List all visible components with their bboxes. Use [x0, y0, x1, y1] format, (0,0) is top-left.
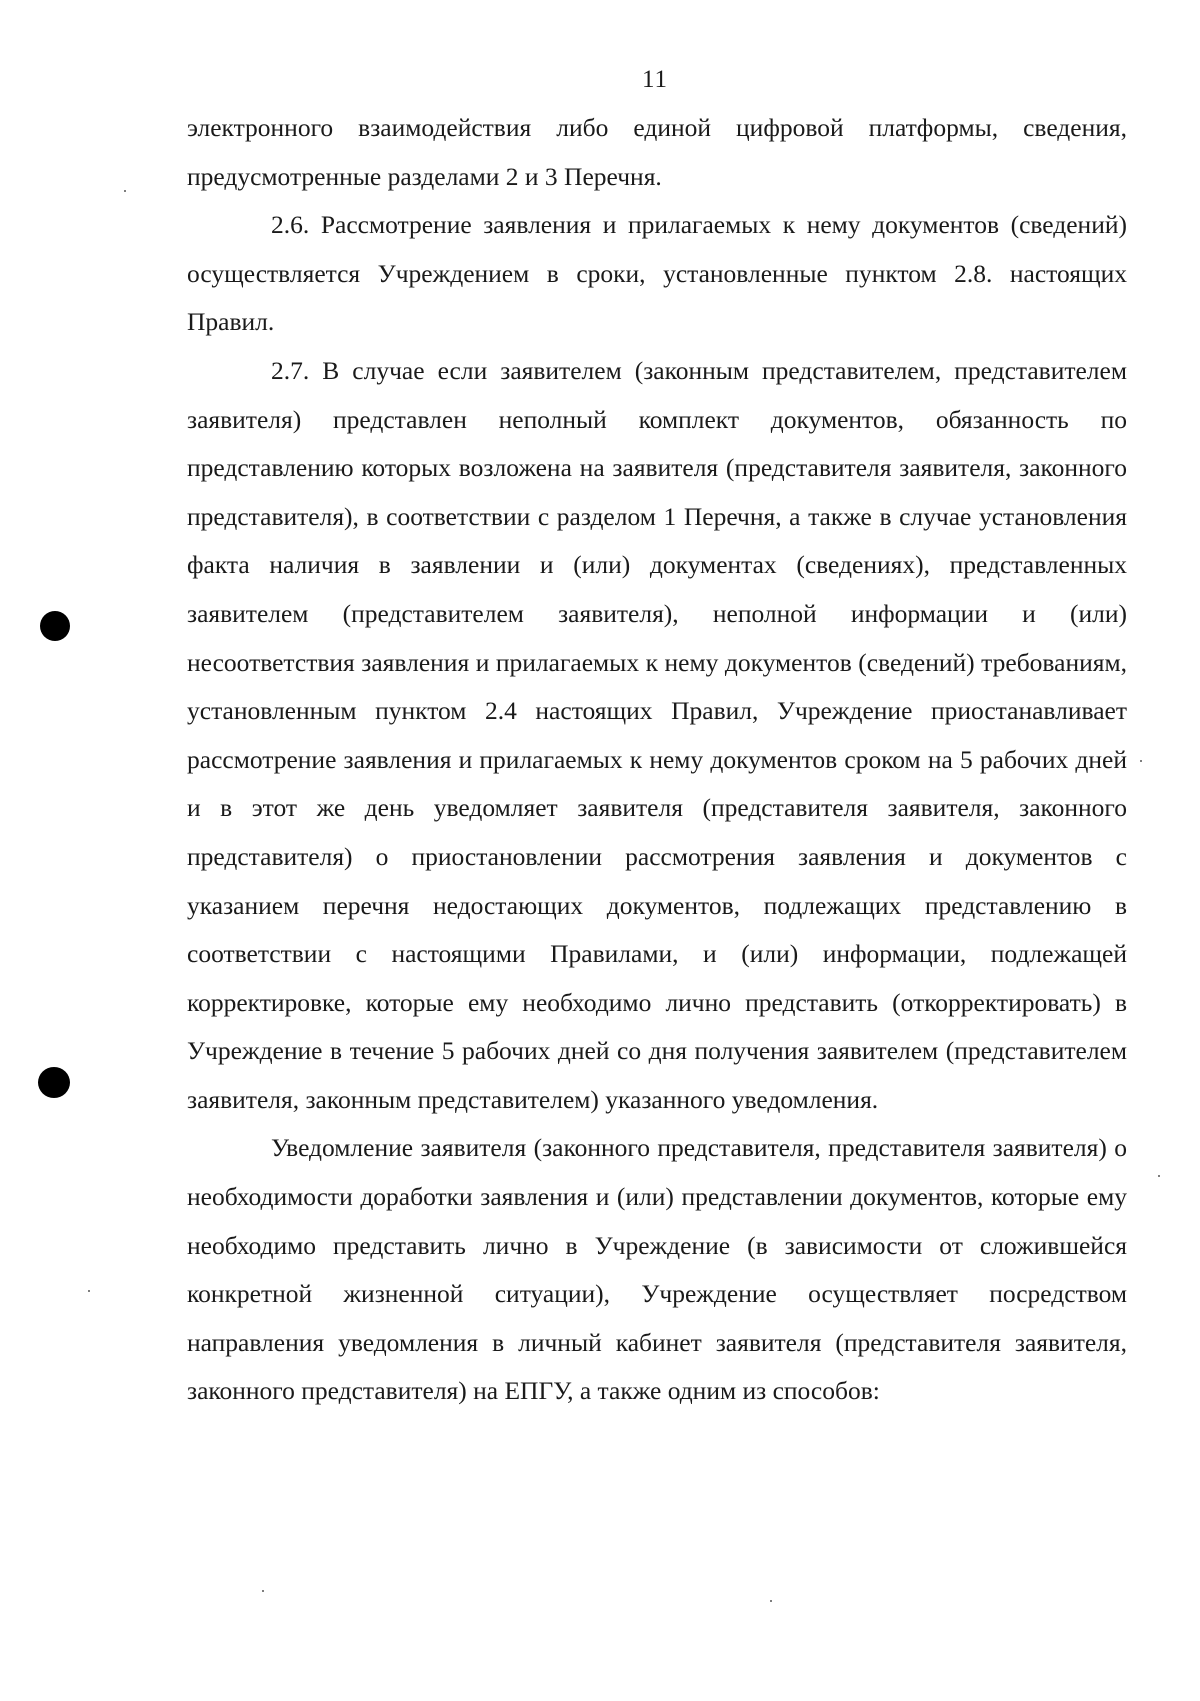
scan-speck — [124, 190, 126, 192]
punch-hole-top — [40, 611, 70, 641]
scan-speck — [770, 1600, 772, 1602]
paragraph-2-7: 2.7. В случае если заявителем (законным представителем, представителем заявителя) представлен неполный комплект документов, обязанность по представлению которых возложена на заявителя (представителя заявителя, законного представителя), в соответствии с разделом 1 Перечня, а также в случае установления факта наличия в заявлении и (или) документах (сведениях), представленных заявителем (представителем заявителя), неполной информации и (или) несоответствия заявления и прилагаемых к нему документов (сведений) требованиям, установленным пунктом 2.4 настоящих Правил, Учреждение приостанавливает рассмотрение заявления и прилагаемых к нему документов сроком на 5 рабочих дней и в этот же день уведомляет заявителя (представителя заявителя, законного представителя) о приостановлении рассмотрения заявления и документов с указанием перечня недостающих документов, подлежащих представлению в соответствии с настоящими Правилами, и (или) информации, подлежащей корректировке, которые ему необходимо лично представить (откорректировать) в Учреждение в течение 5 рабочих дней со дня получения заявителем (представителем заявителя, законным представителем) указанного уведомления. — [187, 355, 1127, 1114]
scan-speck — [88, 1290, 90, 1292]
page-number: 11 — [641, 66, 669, 93]
punch-hole-bottom — [38, 1067, 70, 1098]
scan-speck — [1140, 760, 1142, 762]
paragraph-continuation: электронного взаимодействия либо единой цифровой платформы, сведения, предусмотренные разделами 2 и 3 Перечня. — [187, 113, 1127, 191]
paragraph-2-6: 2.6. Рассмотрение заявления и прилагаемых к нему документов (сведений) осуществляется Учреждением в сроки, установленные пунктом 2.8. настоящих Правил. — [187, 210, 1127, 337]
paragraph-notification: Уведомление заявителя (законного представителя, представителя заявителя) о необходимости доработки заявления и (или) представлении документов, которые ему необходимо представить лично в Учреждение (в зависимости от сложившейся конкретной жизненной ситуации), Учреждение осуществляет посредством направления уведомления в личный кабинет заявителя (представителя заявителя, законного представителя) на ЕПГУ, а также одним из способов: — [187, 1133, 1127, 1406]
scan-speck — [1158, 1175, 1160, 1177]
document-body — [187, 104, 1127, 1416]
scan-speck — [262, 1590, 264, 1592]
